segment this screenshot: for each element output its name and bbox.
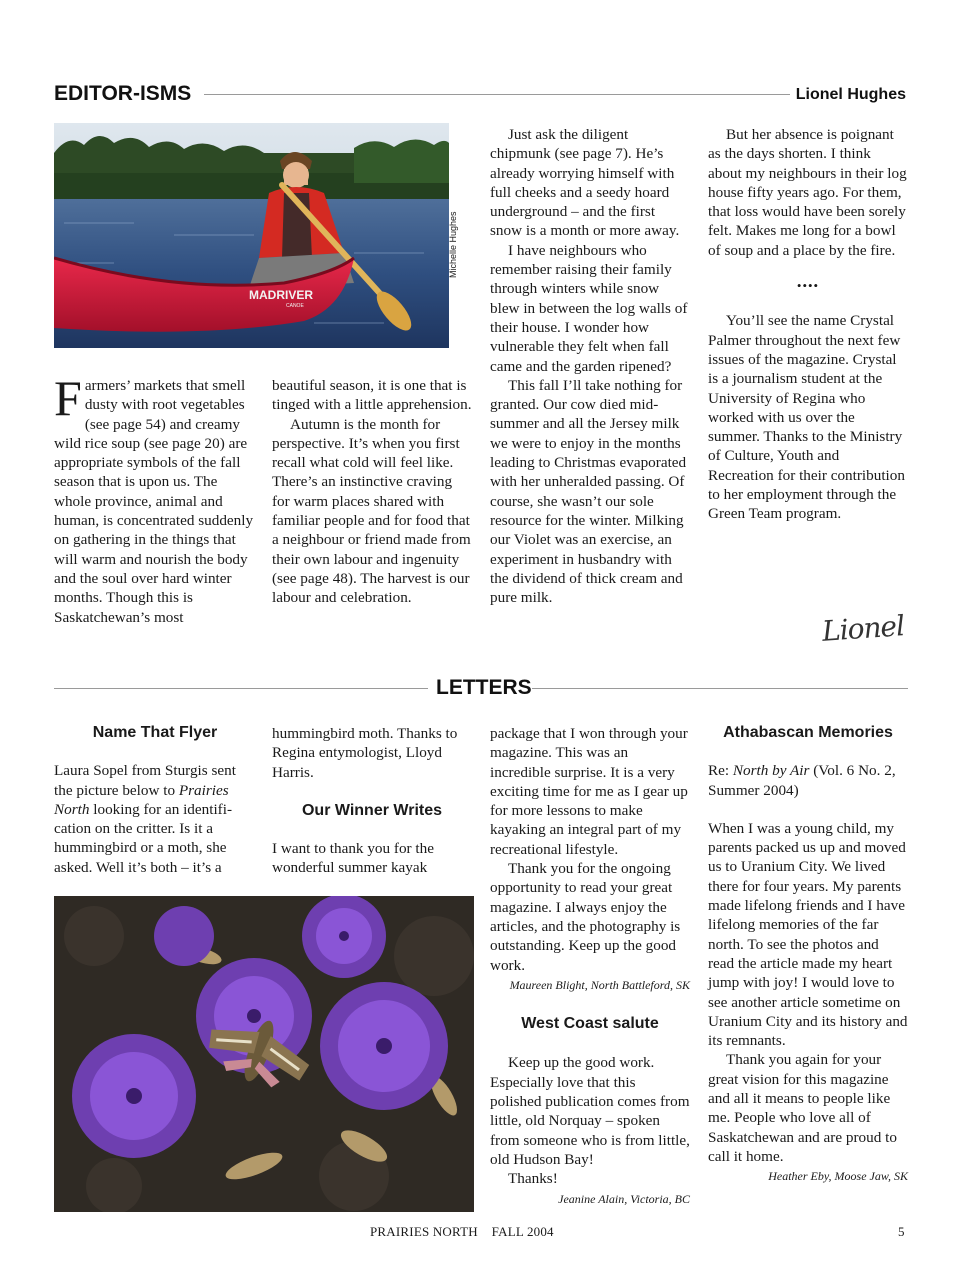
west-coast-text-1: Keep up the good work. Especially love that this polished publication comes from little, old Norquay – spoken from someone who is from little, old Hudson Bay! xyxy=(490,1054,690,1168)
athabascan-signature: Heather Eby, Moose Jaw, SK xyxy=(768,1169,908,1184)
page-number: 5 xyxy=(898,1224,905,1239)
west-coast-text-2: Thanks! xyxy=(508,1170,558,1188)
photo-credit: Michelle Hughes xyxy=(448,211,458,278)
letters-rule-right xyxy=(532,688,908,689)
footer-publication xyxy=(370,1224,554,1240)
heading-athabascan-memories: Athabascan Memories xyxy=(723,724,893,741)
section-title-letters: LETTERS xyxy=(436,676,532,699)
editorial-col3-p1: Just ask the diligent chipmunk (see page 7). He’s already worrying himself with full cheeks and a seedy hoard underground – and the first snow is a month or more away. xyxy=(490,126,680,240)
winner-text-1: I want to thank you for the wonderful summer kayak xyxy=(272,840,434,877)
letters-col-4 xyxy=(708,723,908,1187)
prairies-north-italic: Prairies North xyxy=(54,781,229,818)
athabascan-re: Re: North by Air (Vol. 6 No. 2, Summer 2004) xyxy=(708,762,896,799)
editorial-col-4 xyxy=(708,125,908,524)
letters-col-3 xyxy=(490,724,690,1209)
west-coast-signature: Jeanine Alain, Victoria, BC xyxy=(558,1191,690,1206)
heading-west-coast-salute: West Coast salute xyxy=(521,1015,659,1033)
editor-signature: Lionel xyxy=(820,609,906,648)
editorial-col2-p1: beautiful season, it is one that is tinged with a little apprehension. xyxy=(272,377,472,414)
heading-name-that-flyer: Name That Flyer xyxy=(92,724,218,741)
winner-signature: Maureen Blight, North Battleford, SK xyxy=(509,977,690,992)
section-title-editorisms: EDITOR-ISMS xyxy=(54,82,192,105)
editorial-divider: •••• xyxy=(796,278,820,294)
north-by-air-italic: North by Air xyxy=(732,762,810,780)
winner-text-2: package that I won through your magazine. This was an incredible surprise. It is a very exciting time for me as I gear up for more lessons to make kayaking an integral part of my recreational lifestyle. xyxy=(490,725,688,858)
footer-issue: FALL 2004 xyxy=(491,1224,554,1239)
canoe-brand-sub: CANOE xyxy=(286,303,304,309)
editorial-col3-p2: I have neighbours who remember raising their family through winters while snow blew in between the log walls of their house. I wonder how vulnerable they felt when fall came and the garden ripened? xyxy=(490,241,688,375)
winner-text-3: Thank you for the ongoing opportunity to read your great magazine. I always enjoy the articles, and the photography is outstanding. Keep up the good work. xyxy=(490,860,681,974)
moth-photo xyxy=(54,896,474,1212)
header-rule xyxy=(204,94,790,95)
editorial-col3-p3: This fall I’ll take nothing for granted. Our cow died mid-summer and all the Jersey milk we were to enjoy in the months leading to Christmas evaporated with her unheralded passing. Of course, she wasn’t our sole resource for the winter. Milking our Violet was an exercise, an experiment in husbandry with the dividend of thick cream and pure milk. xyxy=(490,376,687,607)
athabascan-text-2: Thank you again for your great vision for this magazine and all it means to people like me. People who love all of Saskatchewan and are proud to call it home. xyxy=(708,1051,897,1165)
editorial-col-3 xyxy=(490,125,690,607)
letters-col-2 xyxy=(272,724,472,878)
editorial-col-2 xyxy=(272,376,472,608)
editorial-col-1 xyxy=(54,370,256,627)
drop-cap: F xyxy=(54,370,82,426)
editorial-col1-text: armers’ markets that smell dusty with root vegetables (see page 54) and creamy wild rice soup (see page 20) are appropriate symbols of the fall season that is upon us. The whole province, animal and human, is concentrated suddenly on gathering in the things that will warm and nourish the body and the soul over hard winter months. Though this is Saskatchewan’s most xyxy=(54,377,254,626)
flyer-text-continued: hummingbird moth. Thanks to Regina entymologist, Lloyd Harris. xyxy=(272,725,458,781)
canoe-photo xyxy=(54,123,449,348)
letters-rule-left xyxy=(54,688,428,689)
author-name: Lionel Hughes xyxy=(795,86,906,103)
editorial-col2-p2: Autumn is the month for perspective. It’s when you first recall what cold will feel like. There’s an instinctive craving for warm places shared with familiar people and for food that a neighbour or friend made from their own labour and ingenuity (see page 48). The harvest is our labour and celebration. xyxy=(272,415,471,607)
flyer-text: Laura Sopel from Sturgis sent the picture below to Prairies North looking for an identifi-cation on the critter. Is it a hummingbird or a moth, she asked. Well it’s both – it’s a xyxy=(54,762,236,876)
editorial-col4-p1: But her absence is poignant as the days shorten. I think about my neighbours in their log house fifty years ago. For them, that loss would have been sorely felt. Makes me long for a bowl of soup and a place by the fire. xyxy=(708,126,907,259)
canoe-brand: MADRIVER xyxy=(249,288,314,302)
heading-our-winner-writes: Our Winner Writes xyxy=(301,801,443,819)
letters-col-1 xyxy=(54,723,256,877)
editorial-col4-p2: You’ll see the name Crystal Palmer throughout the next few issues of the magazine. Crystal is a journalism student at the University of Regina who worked with us over the summer. Thanks to the Ministry of Culture, Youth and Recreation for their contribution to her employment through the Green Team program. xyxy=(708,312,905,523)
footer-publication-name: PRAIRIES NORTH xyxy=(370,1224,478,1239)
athabascan-text-1: When I was a young child, my parents packed us up and moved us to Uranium City. We lived there for four years. My parents made lifelong friends and I have lifelong memories of the far north. To see the photos and read the article made my heart jump with joy! I would love to see another article sometime on Uranium City and its history and its remnants. xyxy=(708,819,908,1050)
